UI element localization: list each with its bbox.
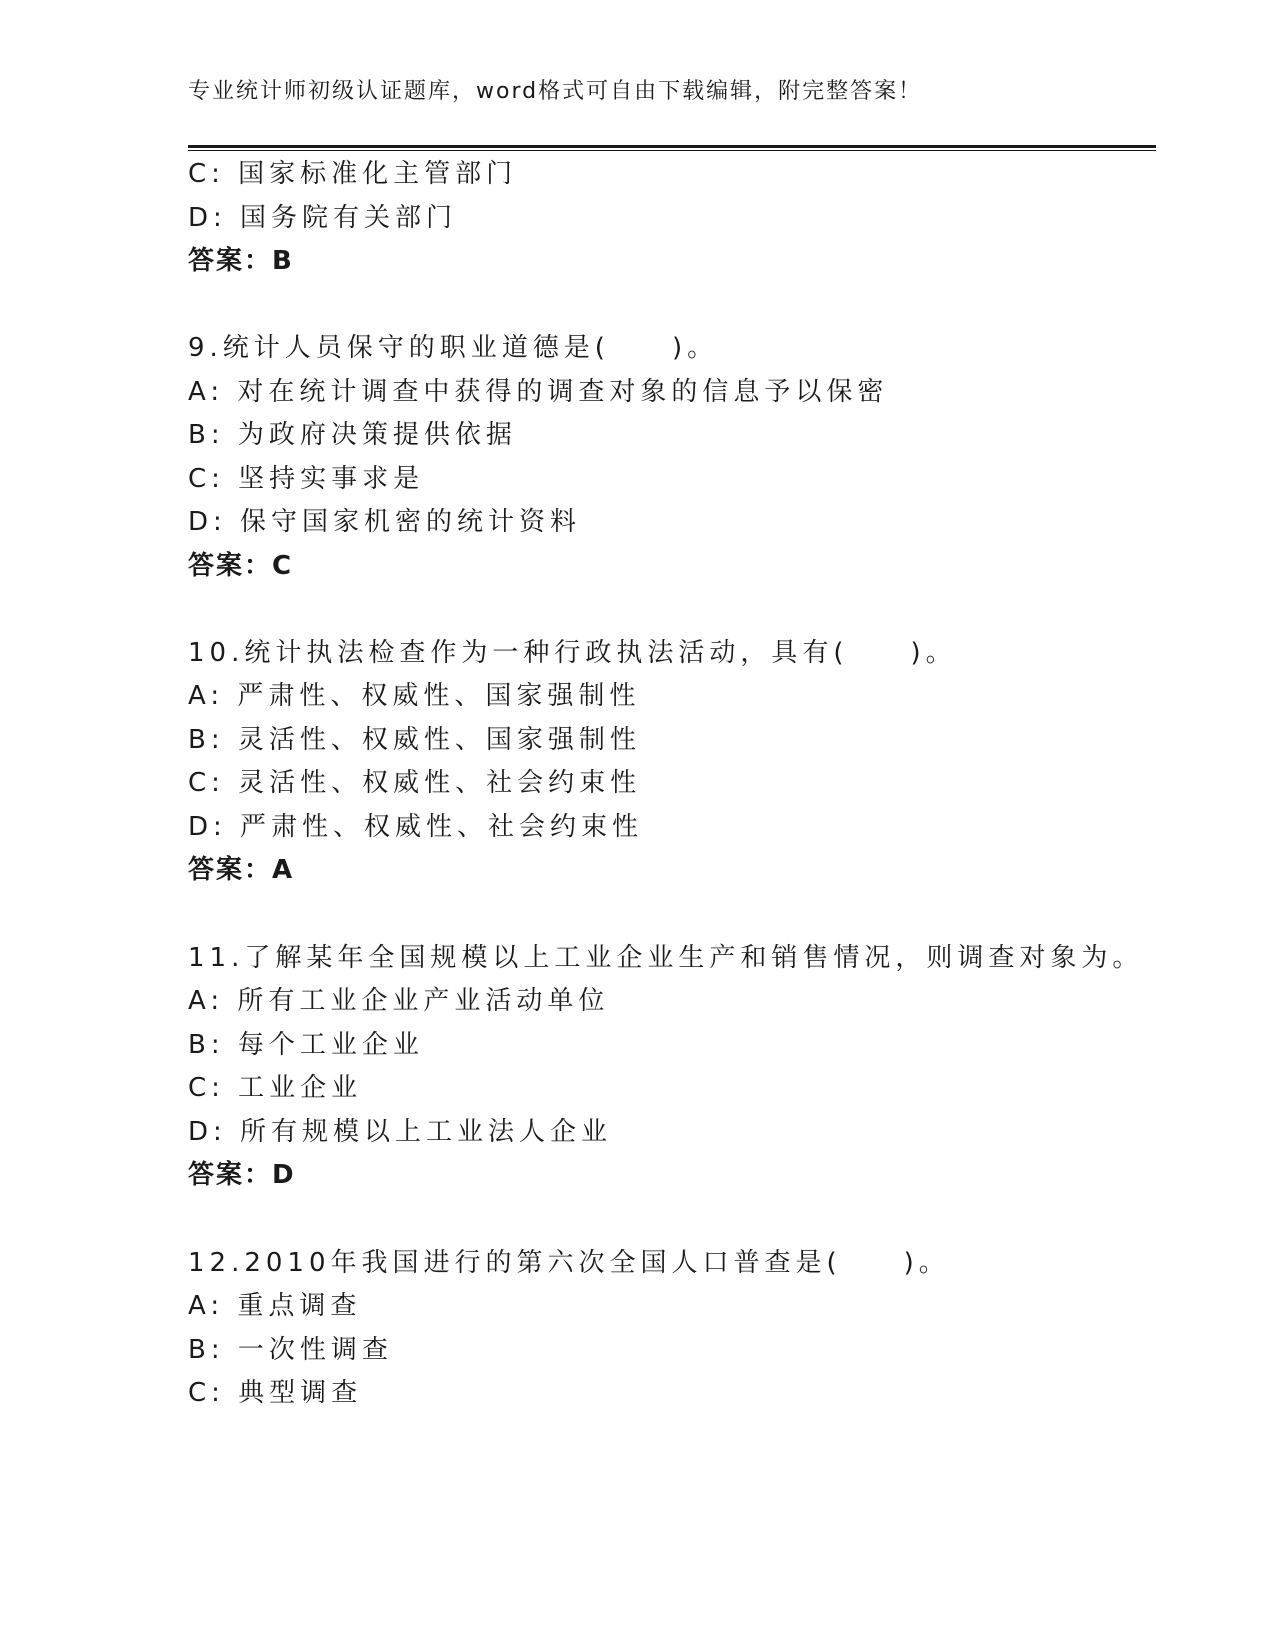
answer-line: 答案：D [188,1160,296,1190]
answer-line: 答案：A [188,855,295,885]
option-c: C: 典型调查 [188,1378,363,1408]
page-header: 专业统计师初级认证题库，word格式可自由下载编辑，附完整答案！ [188,79,923,104]
option-c: C: 国家标准化主管部门 [188,159,518,189]
option-d: D: 国务院有关部门 [188,203,458,233]
option-b: B: 每个工业企业 [188,1030,424,1060]
option-b: B: 为政府决策提供依据 [188,420,517,450]
question-stem: 9.统计人员保守的职业道德是( )。 [188,333,719,363]
header-rule-thick [188,145,1156,148]
option-a: A: 所有工业企业产业活动单位 [188,986,610,1016]
header-rule-thin [188,150,1156,151]
question-stem: 10.统计执法检查作为一种行政执法活动，具有( )。 [188,638,957,668]
question-stem: 12.2010年我国进行的第六次全国人口普查是( )。 [188,1248,950,1278]
option-c: C: 工业企业 [188,1073,363,1103]
option-c: C: 灵活性、权威性、社会约束性 [188,768,642,798]
option-a: A: 对在统计调查中获得的调查对象的信息予以保密 [188,377,889,407]
option-a: A: 重点调查 [188,1291,362,1321]
answer-line: 答案：B [188,246,294,276]
option-a: A: 严肃性、权威性、国家强制性 [188,681,641,711]
answer-line: 答案：C [188,551,294,581]
option-d: D: 保守国家机密的统计资料 [188,507,582,537]
option-b: B: 灵活性、权威性、国家强制性 [188,725,641,755]
option-b: B: 一次性调查 [188,1335,393,1365]
option-c: C: 坚持实事求是 [188,464,425,494]
option-d: D: 所有规模以上工业法人企业 [188,1117,613,1147]
question-stem: 11.了解某年全国规模以上工业企业生产和销售情况，则调查对象为。 [188,943,1144,973]
option-d: D: 严肃性、权威性、社会约束性 [188,812,644,842]
